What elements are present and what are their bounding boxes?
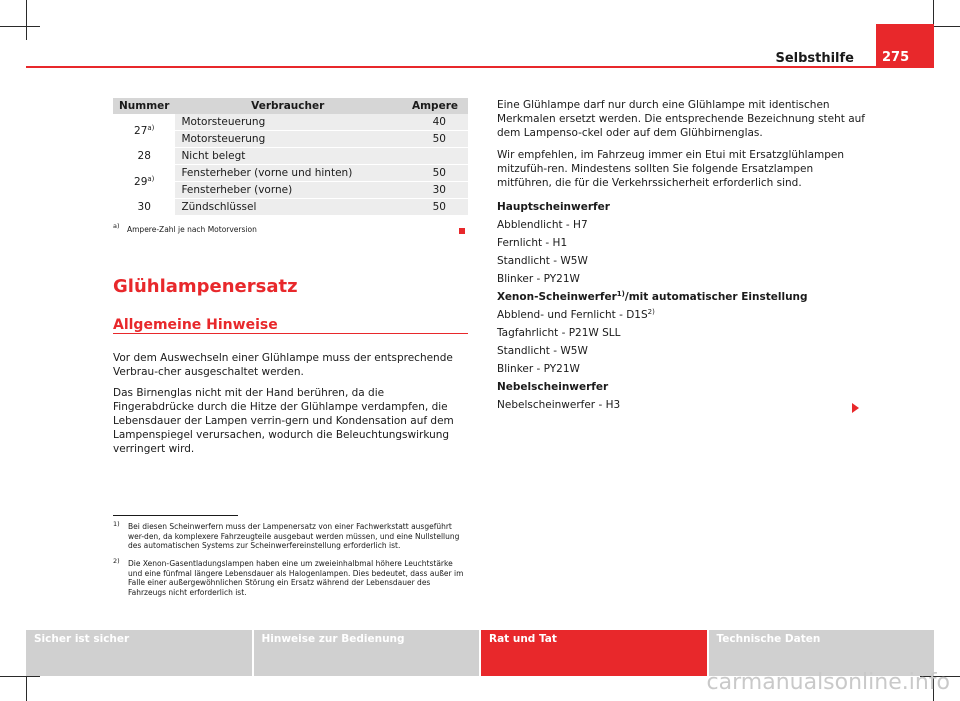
fuse-number-cell: 29$^{a)}$ (113, 165, 175, 199)
paragraph: Das Birnenglas nicht mit der Hand berühren, da die Fingerabdrücke durch die Hitze der Glühlampe verdampfen, die Lebensdauer der Lampen verrin-gern und Kondensation auf dem Lampenspiegel verursachen, wodurch die Beleuchtungswirkung verringert wird. (113, 387, 454, 455)
fuse-number-cell: 28 (113, 148, 175, 165)
watermark: carmanualsonline.info (706, 670, 950, 695)
crop-mark (26, 0, 27, 40)
table-footnote-mark: a) (113, 222, 120, 230)
fuse-table (113, 98, 468, 216)
list-item: Standlicht - W5W (497, 255, 588, 267)
consumer-cell: Motorsteuerung (175, 131, 400, 148)
table-row (113, 199, 468, 216)
crop-mark (0, 26, 40, 27)
column-header-consumer: Verbraucher (175, 98, 400, 114)
tab-operating-instructions[interactable]: Hinweise zur Bedienung (254, 630, 480, 676)
paragraph: Eine Glühlampe darf nur durch eine Glühlampe mit identischen Merkmalen ersetzt werden. Die entsprechende Bezeichnung steht auf dem Lampenso-ckel oder auf dem Glühbirnenglas. (497, 99, 865, 139)
crop-mark (0, 676, 40, 677)
column-header-number: Nummer (113, 98, 175, 114)
ampere-cell: 50 (400, 131, 468, 148)
continue-arrow-icon (852, 403, 859, 413)
consumer-cell: Nicht belegt (175, 148, 400, 165)
list-item: Abblendlicht - H7 (497, 219, 588, 231)
table-footnote-text: Ampere-Zahl je nach Motorversion (127, 225, 257, 234)
consumer-cell: Fensterheber (vorne) (175, 182, 400, 199)
page-number: 275 (876, 24, 934, 68)
list-item: Fernlicht - H1 (497, 237, 568, 249)
ampere-cell: 30 (400, 182, 468, 199)
list-item: Blinker - PY21W (497, 273, 580, 285)
list-item: Standlicht - W5W (497, 345, 588, 357)
page-title: Selbsthilfe (775, 51, 854, 66)
subsection-rule (113, 333, 468, 334)
footnote-text: Die Xenon-Gasentladungslampen haben eine um zweieinhalbmal höhere Leuchtstärke und eine fünfmal längere Lebensdauer als Halogenlampen. Dies bedeutet, dass außer im Falle einer außergewöhnlichen Störung ein Ersatz während der Lebensdauer des Fahrzeugs nicht erforderlich ist. (128, 559, 464, 597)
list-item: Abblend- und Fernlicht - $D1S^{2)}$ (497, 308, 655, 321)
ampere-cell: 40 (400, 114, 468, 131)
consumer-cell: Fensterheber (vorne und hinten) (175, 165, 400, 182)
tab-technical-data[interactable]: Technische Daten (709, 630, 935, 676)
footnote (113, 559, 468, 597)
section-title: Glühlampenersatz (113, 276, 298, 297)
list-item: Blinker - PY21W (497, 363, 580, 375)
fuse-table-block (113, 98, 468, 234)
footnote-mark: 2) (113, 557, 120, 565)
footnote-rule (113, 515, 238, 516)
tab-advice[interactable]: Rat und Tat (481, 630, 707, 676)
consumer-cell: Zündschlüssel (175, 199, 400, 216)
footnote-mark: 1) (113, 520, 120, 528)
footnote (113, 522, 468, 551)
subsection-title: Allgemeine Hinweise (113, 317, 278, 333)
table-row (113, 148, 468, 165)
header-rule (26, 66, 934, 68)
list-item: Nebelscheinwerfer - H3 (497, 399, 621, 411)
column-header-ampere: Ampere (400, 98, 468, 114)
paragraph: Vor dem Auswechseln einer Glühlampe muss der entsprechende Verbrau-cher ausgeschaltet werden. (113, 352, 453, 378)
table-footnote (113, 222, 468, 234)
fuse-number-cell: 27$^{a)}$ (113, 114, 175, 148)
footnote-text: Bei diesen Scheinwerfern muss der Lampenersatz von einer Fachwerkstatt ausgeführt wer-den, da komplexere Fahrzeugteile ausgebaut werden müssen, und eine Nullstellung des automatischen Systems zur Scheinwerfereinstellung erforderlich ist. (128, 522, 460, 550)
table-row (113, 114, 468, 131)
heading-main-headlights: Hauptscheinwerfer (497, 201, 610, 213)
fuse-number-cell: 30 (113, 199, 175, 216)
table-header-row (113, 98, 468, 114)
table-row (113, 165, 468, 182)
end-of-section-marker (459, 228, 465, 234)
ampere-cell (400, 148, 468, 165)
ampere-cell: 50 (400, 199, 468, 216)
heading-fog-lights: Nebelscheinwerfer (497, 381, 609, 393)
list-item: Tagfahrlicht - P21W SLL (497, 327, 621, 339)
heading-xenon-headlights: Xenon-Scheinwerfer$^{1)}$/mit automatischer Einstellung (497, 290, 808, 303)
consumer-cell: Motorsteuerung (175, 114, 400, 131)
paragraph: Wir empfehlen, im Fahrzeug immer ein Etui mit Ersatzglühlampen mitzufüh-ren. Mindestens sollten Sie folgende Ersatzlampen mitführen, die für die Verkehrssicherheit erforderlich sind. (497, 149, 845, 189)
crop-mark (26, 676, 27, 701)
ampere-cell: 50 (400, 165, 468, 182)
right-column (497, 98, 869, 414)
tab-safety[interactable]: Sicher ist sicher (26, 630, 252, 676)
